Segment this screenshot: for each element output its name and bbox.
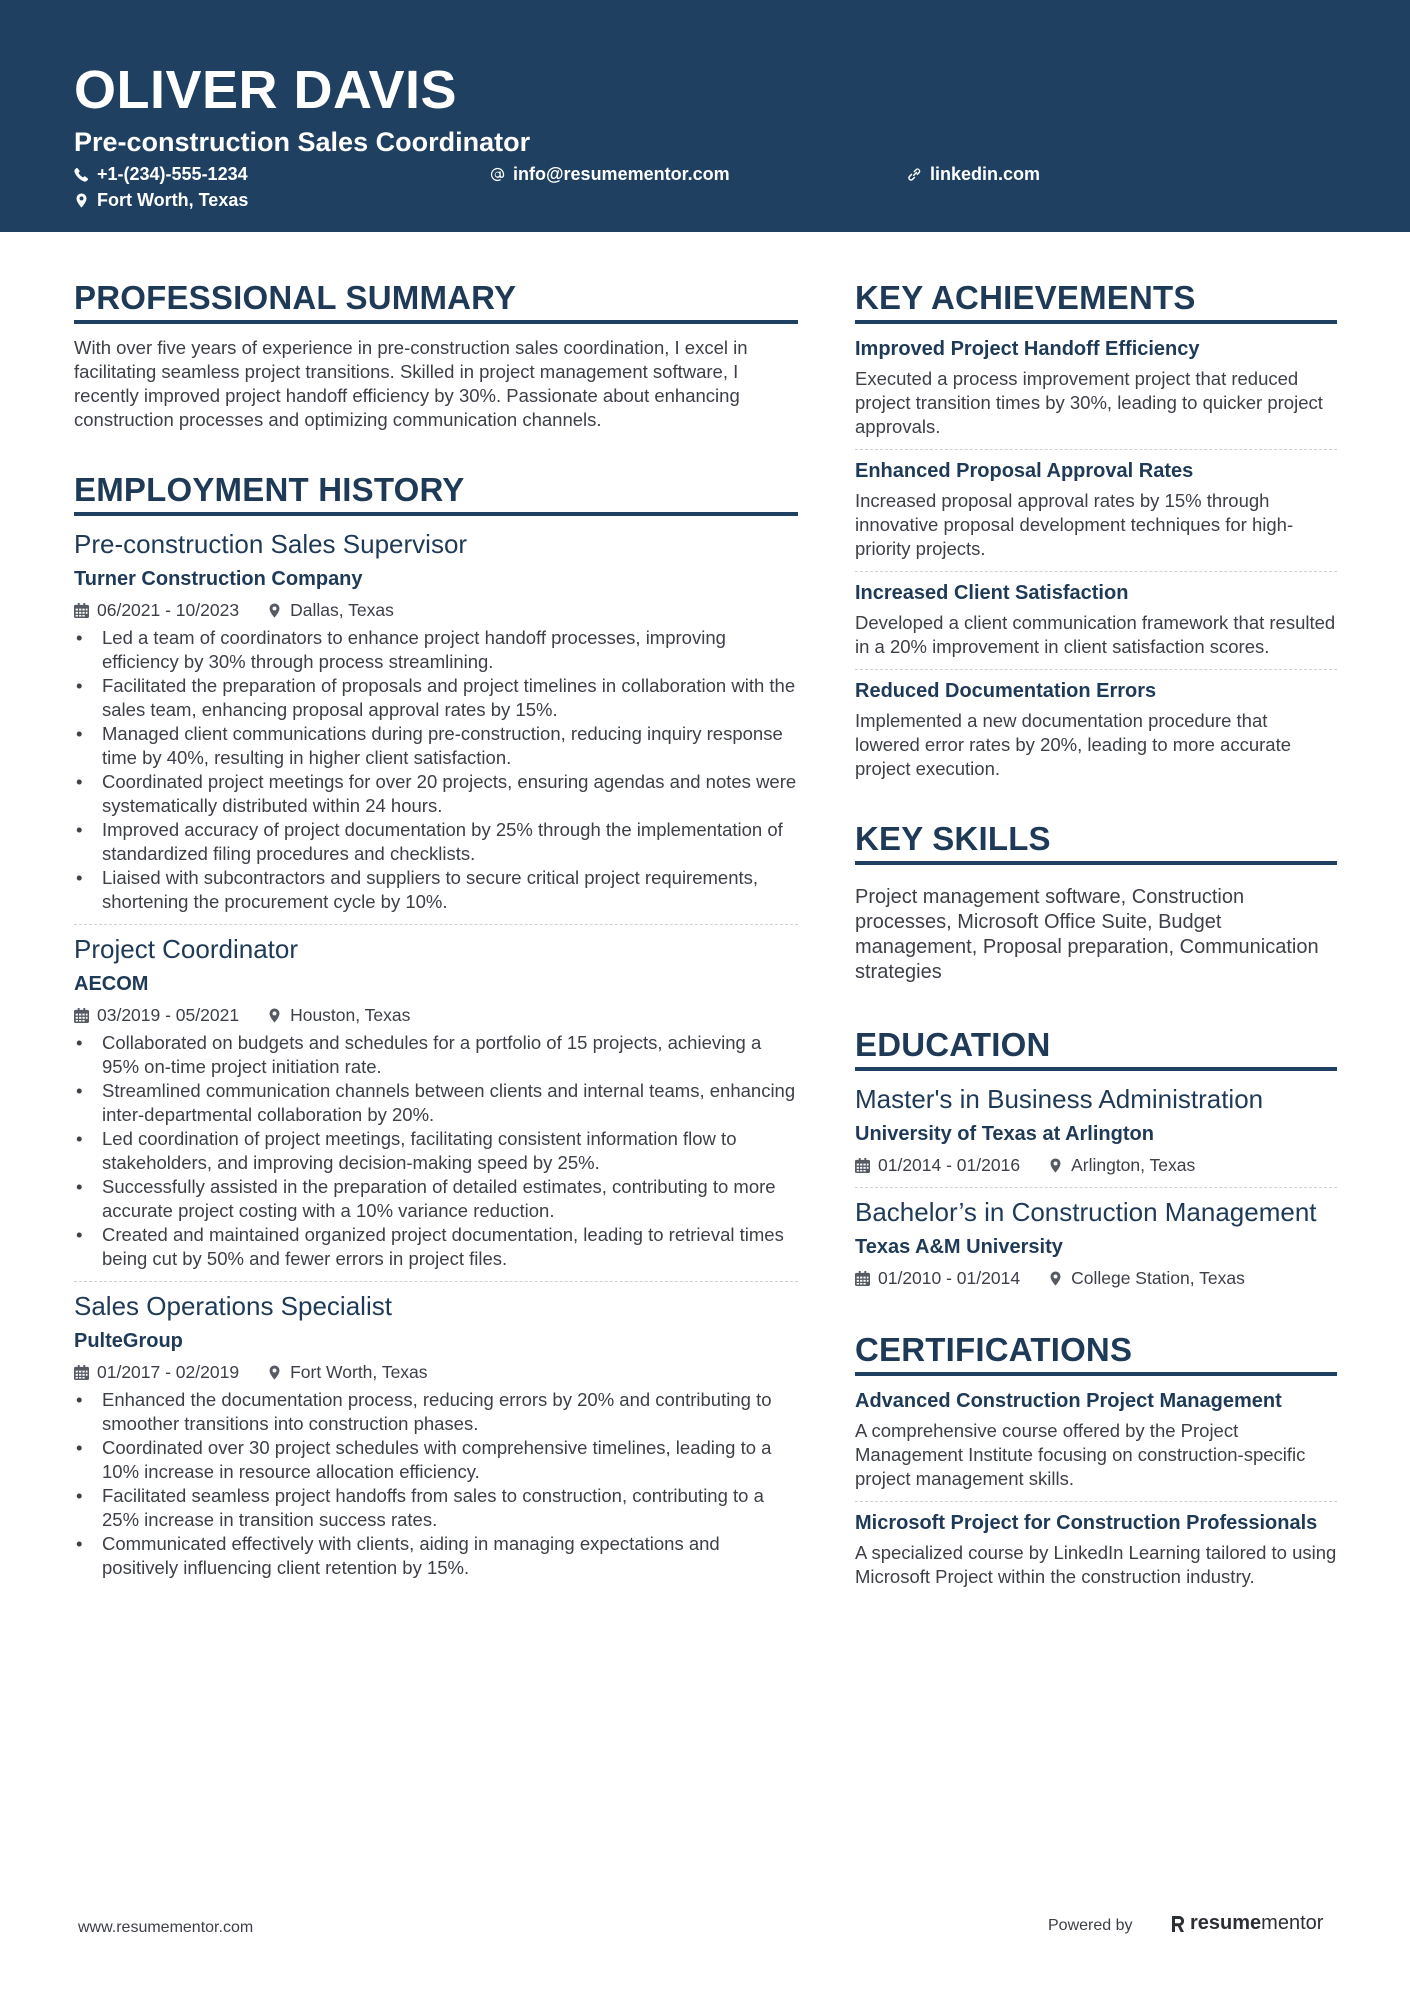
phone-text: +1-(234)-555-1234 <box>97 164 248 184</box>
company-name: Turner Construction Company <box>74 568 363 590</box>
job-meta <box>74 1360 798 1384</box>
education-heading: EDUCATION <box>855 1025 1337 1071</box>
email-text: info@resumementor.com <box>513 164 730 184</box>
education-item <box>855 1196 1337 1290</box>
divider <box>74 1281 798 1282</box>
job-dates: 03/2019 - 05/2021 <box>97 1005 240 1025</box>
left-column <box>74 278 798 1580</box>
degree-title: Bachelor’s in Construction Management <box>855 1197 1317 1227</box>
job-bullets <box>74 626 798 914</box>
location-pin-icon <box>1048 1158 1063 1173</box>
footer-url[interactable]: www.resumementor.com <box>78 1919 254 1936</box>
job-title: Sales Operations Specialist <box>74 1291 392 1321</box>
achievement-desc: Increased proposal approval rates by 15% through innovative proposal development techniques for high-priority projects. <box>855 490 1294 559</box>
calendar-icon <box>855 1158 870 1173</box>
list-item: • Led coordination of project meetings, facilitating consistent information flow to stakeholders, and improving decision-making speed by 25%. <box>74 1127 798 1175</box>
achievement-desc: Developed a client communication framework that resulted in a 20% improvement in client satisfaction scores. <box>855 612 1336 657</box>
list-item: • Enhanced the documentation process, reducing errors by 20% and contributing to smoother transitions into construction phases. <box>74 1388 798 1436</box>
job-location: Fort Worth, Texas <box>290 1362 428 1382</box>
list-item: • Managed client communications during pre-construction, reducing inquiry response time by 40%, resulting in higher client satisfaction. <box>74 722 798 770</box>
job-dates: 06/2021 - 10/2023 <box>97 600 240 620</box>
linkedin-text: linkedin.com <box>930 164 1041 184</box>
list-item: • Coordinated project meetings for over 20 projects, ensuring agendas and notes were systematically distributed within 24 hours. <box>74 770 798 818</box>
achievement-item <box>855 678 1337 781</box>
location-pin-icon <box>74 193 89 208</box>
education-meta <box>855 1266 1337 1290</box>
degree-title: Master's in Business Administration <box>855 1084 1264 1114</box>
job-entry <box>74 933 798 1271</box>
list-item: • Streamlined communication channels between clients and internal teams, enhancing inter-departmental collaboration by 20%. <box>74 1079 798 1127</box>
school-name: University of Texas at Arlington <box>855 1123 1154 1145</box>
powered-by-label: Powered by <box>1048 1917 1133 1934</box>
achievements-heading: KEY ACHIEVEMENTS <box>855 278 1337 324</box>
achievement-item <box>855 336 1337 439</box>
right-column <box>855 278 1337 1589</box>
location-text: Fort Worth, Texas <box>97 190 249 210</box>
location-pin-icon <box>267 1008 282 1023</box>
calendar-icon <box>74 603 89 618</box>
job-location: Houston, Texas <box>290 1005 411 1025</box>
list-item: • Successfully assisted in the preparation of detailed estimates, contributing to more accurate project costing with a 10% variance reduction. <box>74 1175 798 1223</box>
job-title: Pre-construction Sales Supervisor <box>74 529 468 559</box>
education-meta <box>855 1153 1337 1177</box>
education-dates: 01/2014 - 01/2016 <box>878 1155 1021 1175</box>
job-location: Dallas, Texas <box>290 600 394 620</box>
calendar-icon <box>74 1008 89 1023</box>
list-item: • Liaised with subcontractors and suppliers to secure critical project requirements, shortening the procurement cycle by 10%. <box>74 866 798 914</box>
location-pin-icon <box>267 1365 282 1380</box>
list-item: • Communicated effectively with clients, aiding in managing expectations and positively influencing client retention by 15%. <box>74 1532 798 1580</box>
school-name: Texas A&M University <box>855 1236 1063 1258</box>
list-item: • Facilitated the preparation of proposals and project timelines in collaboration with the sales team, enhancing proposal approval rates by 15%. <box>74 674 798 722</box>
contact-email[interactable] <box>490 163 730 185</box>
certification-title: Advanced Construction Project Management <box>855 1390 1282 1412</box>
certification-title: Microsoft Project for Construction Professionals <box>855 1512 1318 1534</box>
job-meta <box>74 598 798 622</box>
resume-header <box>0 0 1410 232</box>
employment-heading: EMPLOYMENT HISTORY <box>74 470 798 516</box>
achievement-item <box>855 580 1337 659</box>
list-item: • Created and maintained organized project documentation, leading to retrieval times being cut by 50% and fewer errors in project files. <box>74 1223 798 1271</box>
job-bullets <box>74 1388 798 1580</box>
summary-heading: PROFESSIONAL SUMMARY <box>74 278 798 324</box>
calendar-icon <box>74 1365 89 1380</box>
skills-text: Project management software, Construction processes, Microsoft Office Suite, Budget management, Proposal preparation, Communication strategies <box>855 886 1319 983</box>
divider <box>855 1501 1337 1502</box>
resumementor-logo-icon <box>1170 1914 1186 1934</box>
summary-text: With over five years of experience in pre-construction sales coordination, I excel in facilitating seamless project transitions. Skilled in project management software, I recently improved project handoff efficiency by 30%. Passionate about enhancing construction processes and optimizing communication channels. <box>74 337 748 430</box>
link-icon <box>907 167 922 182</box>
divider <box>855 571 1337 572</box>
achievement-desc: Implemented a new documentation procedure that lowered error rates by 20%, leading to more accurate project execution. <box>855 710 1291 779</box>
contact-location <box>74 189 248 211</box>
contact-linkedin[interactable] <box>907 163 1040 185</box>
education-location: College Station, Texas <box>1071 1268 1245 1288</box>
divider <box>855 669 1337 670</box>
education-dates: 01/2010 - 01/2014 <box>878 1268 1021 1288</box>
certification-item <box>855 1510 1337 1589</box>
list-item: • Led a team of coordinators to enhance project handoff processes, improving efficiency by 30% through process streamlining. <box>74 626 798 674</box>
divider <box>855 1187 1337 1188</box>
certification-desc: A specialized course by LinkedIn Learning tailored to using Microsoft Project within the construction industry. <box>855 1542 1337 1587</box>
skills-heading: KEY SKILLS <box>855 819 1337 865</box>
calendar-icon <box>855 1271 870 1286</box>
location-pin-icon <box>1048 1271 1063 1286</box>
job-entry <box>74 528 798 914</box>
job-entry <box>74 1290 798 1580</box>
candidate-name: OLIVER DAVIS <box>74 60 458 120</box>
education-location: Arlington, Texas <box>1071 1155 1196 1175</box>
achievement-desc: Executed a process improvement project that reduced project transition times by 30%, leading to quicker project approvals. <box>855 368 1323 437</box>
education-item <box>855 1083 1337 1177</box>
achievement-title: Increased Client Satisfaction <box>855 582 1129 604</box>
job-dates: 01/2017 - 02/2019 <box>97 1362 240 1382</box>
location-pin-icon <box>267 603 282 618</box>
achievement-item <box>855 458 1337 561</box>
certifications-heading: CERTIFICATIONS <box>855 1330 1337 1376</box>
achievement-title: Reduced Documentation Errors <box>855 680 1157 702</box>
company-name: AECOM <box>74 973 149 995</box>
achievement-title: Improved Project Handoff Efficiency <box>855 338 1200 360</box>
brand-light: mentor <box>1261 1912 1324 1934</box>
achievement-title: Enhanced Proposal Approval Rates <box>855 460 1194 482</box>
phone-icon <box>74 167 89 182</box>
job-title: Project Coordinator <box>74 934 298 964</box>
list-item: • Improved accuracy of project documentation by 25% through the implementation of standardized filing procedures and checklists. <box>74 818 798 866</box>
list-item: • Collaborated on budgets and schedules for a portfolio of 15 projects, achieving a 95% on-time project initiation rate. <box>74 1031 798 1079</box>
brand-bold: resume <box>1190 1912 1262 1934</box>
at-sign-icon <box>490 167 505 182</box>
contact-phone <box>74 163 248 185</box>
certification-item <box>855 1388 1337 1491</box>
job-meta <box>74 1003 798 1027</box>
certification-desc: A comprehensive course offered by the Project Management Institute focusing on construction-specific project management skills. <box>855 1420 1306 1489</box>
candidate-title: Pre-construction Sales Coordinator <box>74 127 531 157</box>
divider <box>855 449 1337 450</box>
list-item: • Facilitated seamless project handoffs from sales to construction, contributing to a 25% increase in transition success rates. <box>74 1484 798 1532</box>
list-item: • Coordinated over 30 project schedules with comprehensive timelines, leading to a 10% increase in resource allocation efficiency. <box>74 1436 798 1484</box>
company-name: PulteGroup <box>74 1330 183 1352</box>
job-bullets <box>74 1031 798 1271</box>
brand-logo[interactable] <box>1170 1912 1323 1935</box>
divider <box>74 924 798 925</box>
